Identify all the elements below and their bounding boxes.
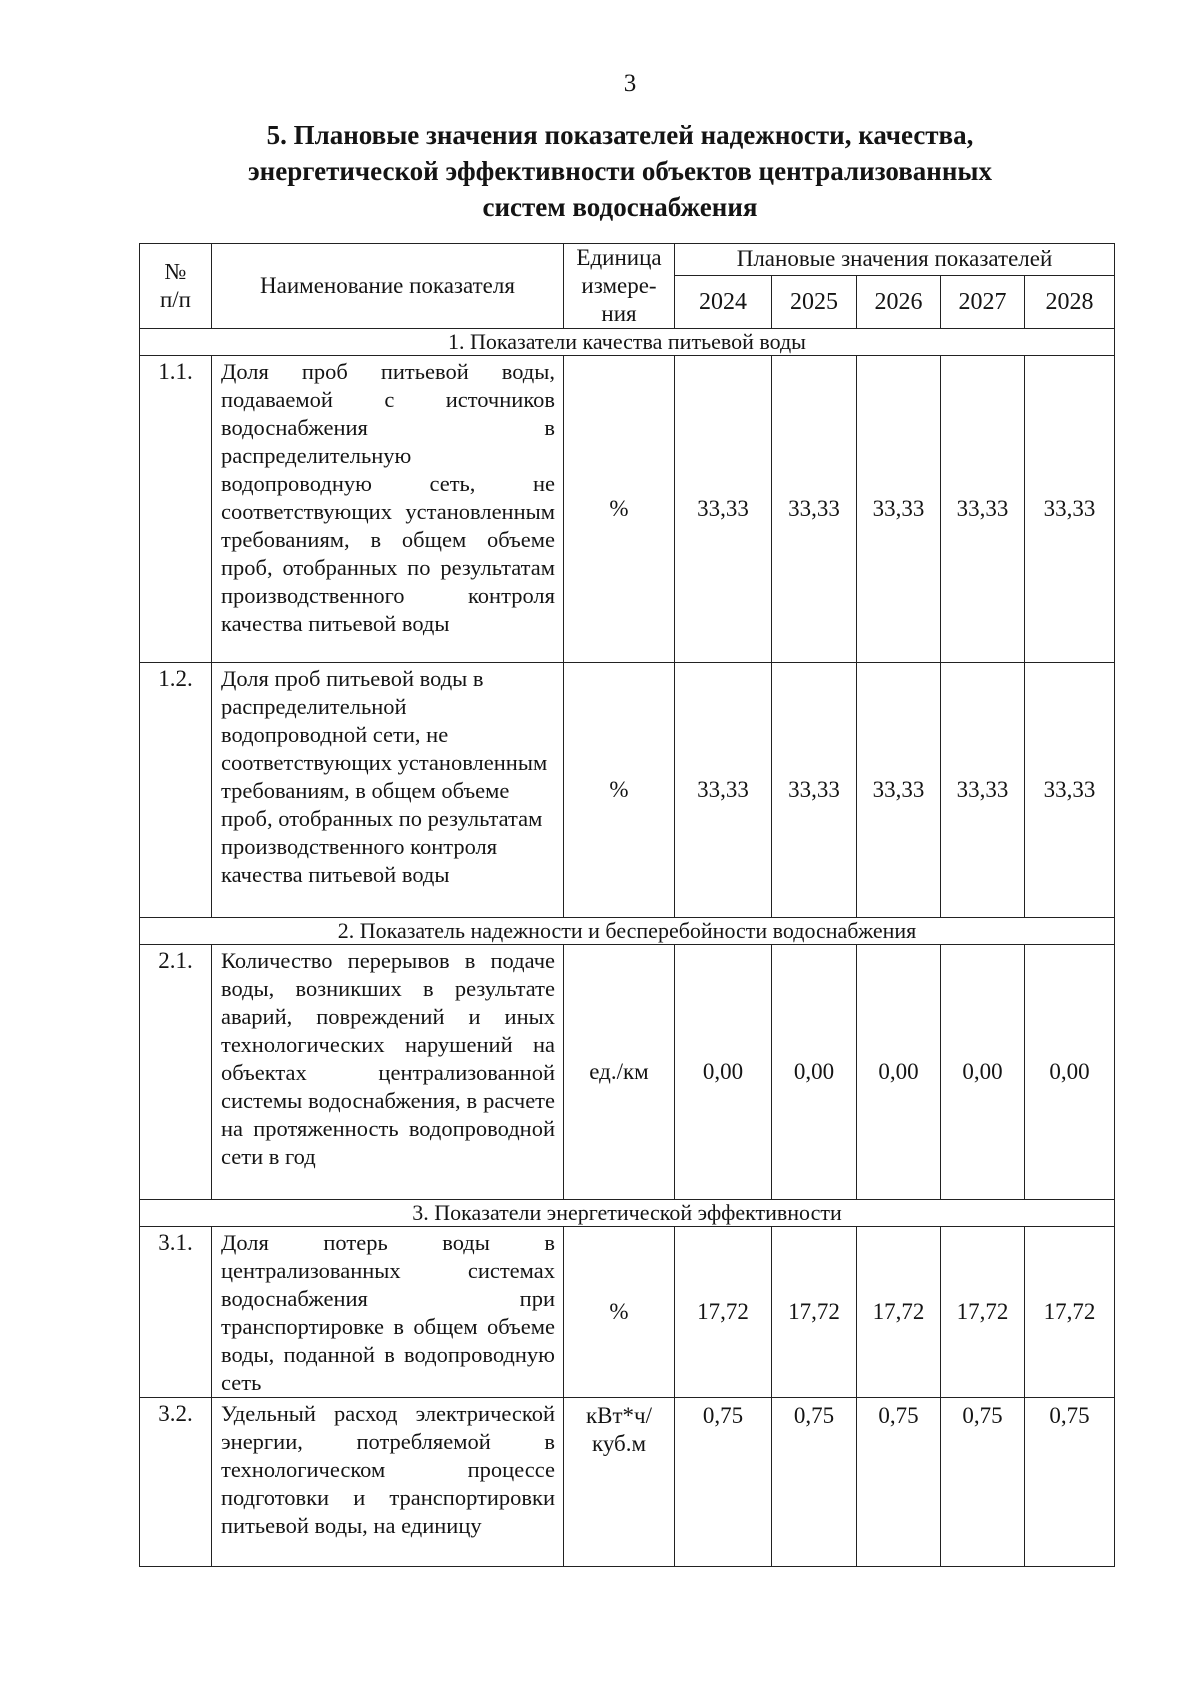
header-year: 2025 [772,275,857,328]
row-value: 17,72 [675,1227,772,1398]
row-value: 0,00 [1025,945,1115,1200]
row-value: 33,33 [1025,663,1115,918]
title-line-3: систем водоснабжения [482,192,758,222]
row-unit [564,1398,675,1567]
header-unit [564,244,675,329]
row-value: 17,72 [857,1227,941,1398]
row-value: 0,75 [675,1398,772,1567]
row-value: 0,00 [675,945,772,1200]
table-row [140,1227,1115,1398]
row-value: 0,75 [772,1398,857,1567]
section-title: 1. Показатели качества питьевой воды [140,329,1115,356]
row-name: Доля потерь воды в централизованных системах водоснабжения при транспортировке в общем объеме воды, поданной в водопроводную сеть [212,1227,564,1398]
row-value: 33,33 [857,356,941,663]
header-name: Наименование показателя [212,244,564,329]
row-name: Доля проб питьевой воды в распределительной водопроводной сети, не соответствующих установленным требованиям, в общем объеме проб, отобранных по результатам производственного контроля качества питьевой воды [212,663,564,918]
section-row [140,918,1115,945]
row-value: 17,72 [1025,1227,1115,1398]
row-value: 33,33 [941,663,1025,918]
row-value: 33,33 [857,663,941,918]
row-num: 3.2. [140,1398,212,1567]
row-value: 33,33 [1025,356,1115,663]
row-unit: % [564,663,675,918]
row-value: 33,33 [941,356,1025,663]
row-unit-line2: куб.м [591,1431,647,1456]
header-plan: Плановые значения показателей [675,244,1115,276]
table-row [140,945,1115,1200]
header-num-line2: п/п [159,287,191,312]
row-unit: % [564,356,675,663]
row-unit: ед./км [564,945,675,1200]
row-value: 17,72 [941,1227,1025,1398]
header-year: 2026 [857,275,941,328]
row-value: 33,33 [772,663,857,918]
row-value: 0,00 [772,945,857,1200]
row-unit-line1: кВт*ч/ [585,1403,653,1428]
row-num: 1.1. [140,356,212,663]
row-value: 17,72 [772,1227,857,1398]
header-unit-line2: измере- [581,273,657,298]
row-value: 33,33 [772,356,857,663]
header-unit-line1: Единица [576,245,662,270]
row-value: 0,00 [941,945,1025,1200]
header-num [140,244,212,329]
table-row [140,1398,1115,1567]
row-value: 0,75 [941,1398,1025,1567]
indicators-table [139,243,1115,1567]
row-num: 1.2. [140,663,212,918]
page-number: 3 [623,70,637,97]
row-value: 33,33 [675,663,772,918]
header-year: 2028 [1025,275,1115,328]
row-name: Количество перерывов в подаче воды, возникших в результате аварий, повреждений и иных технологических нарушений на объектах централизованной системы водоснабжения, в расчете на протяженность водопроводной сети в год [212,945,564,1200]
table-row [140,663,1115,918]
row-value: 33,33 [675,356,772,663]
row-num: 3.1. [140,1227,212,1398]
section-row [140,329,1115,356]
row-unit: % [564,1227,675,1398]
row-name: Доля проб питьевой воды, подаваемой с источников водоснабжения в распределительную водопроводную сеть, не соответствующих установленным требованиям, в общем объеме проб, отобранных по результатам производственного контроля качества питьевой воды [212,356,564,663]
row-value: 0,75 [857,1398,941,1567]
table-row [140,356,1115,663]
title-line-1: 5. Плановые значения показателей надежности, качества, [266,120,974,150]
page-title [200,117,1040,225]
title-line-2: энергетической эффективности объектов централизованных [247,156,992,186]
header-unit-line3: ния [601,301,637,326]
row-value: 0,00 [857,945,941,1200]
header-row-1 [140,244,1115,276]
header-year: 2024 [675,275,772,328]
row-value: 0,75 [1025,1398,1115,1567]
row-name: Удельный расход электрической энергии, потребляемой в технологическом процессе подготовки и транспортировки питьевой воды, на единицу [212,1398,564,1567]
header-year: 2027 [941,275,1025,328]
header-num-line1: № [164,259,187,284]
section-title: 2. Показатель надежности и бесперебойности водоснабжения [140,918,1115,945]
section-row [140,1200,1115,1227]
section-title: 3. Показатели энергетической эффективности [140,1200,1115,1227]
row-num: 2.1. [140,945,212,1200]
